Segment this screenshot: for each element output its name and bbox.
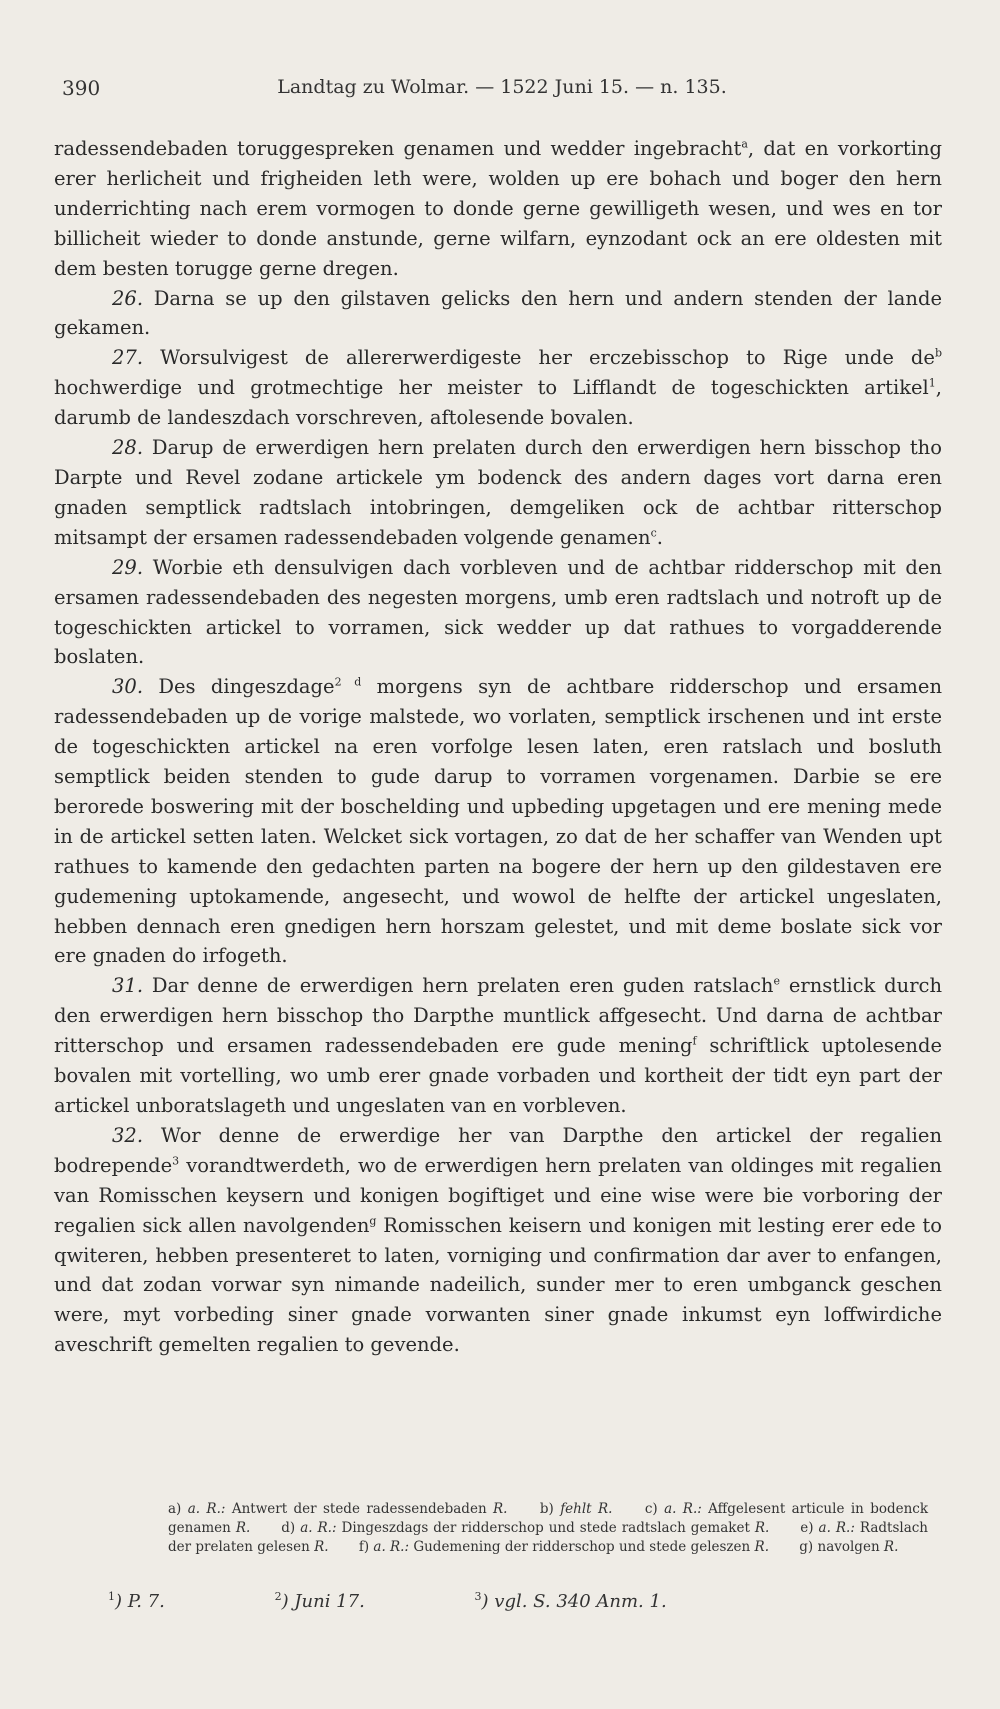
- paragraph-30: 30. Des dingeszdage$^{2 d}$ morgens syn de achtbare ridderschop und ersamen radessendebaden up de vorige malstede, wo vorlaten, semptlick irschenen und int erste de togeschickten artickel na eren vorfolge lesen laten, eren ratslach und bosluth semptlick beiden stenden to gude darup to vorramen vorgenamen. Darbie se ere berorede boswering mit der boschelding und upbeding upgetagen und ere mening mede in de artickel setten laten. Welcket sick vortagen, zo dat de her schaffer van Wenden upt rathues to kamende den gedachten parten na bogere der hern up den gildestaven ere gudemening uptokamende, angesecht, und wowol de helfte der artickel ungeslaten, hebben dennach eren gnedigen hern horszam gelestet, und mit deme boslate sick vor ere gnaden do irfogeth.: [54, 675, 943, 968]
- paragraph-continuation: radessendebaden toruggespreken genamen und wedder ingebracht$^a$, dat en vorkorting erer herlicheit und frigheiden leth were, wolden up ere bohach und boger den hern underrichting nach erem vormogen to donde gerne gewilligeth wesen, und wes en tor billicheit wieder to donde anstunde, gerne wilfarn, eynzodant ock an ere oldesten mit dem besten torugge gerne dregen.: [54, 137, 942, 280]
- paragraph-number: 28.: [112, 436, 144, 460]
- variant-note-d: d) a. R.: Dingeszdags der ridderschop und stede radtslach gemaket R.: [281, 1520, 770, 1536]
- paragraph-number: 32.: [112, 1123, 144, 1147]
- paragraph-28: 28. Darup de erwerdigen hern prelaten durch den erwerdigen hern bisschop tho Darpte und Revel zodane artickele ym bodenck des andern dages vort darna eren gnaden semptlick radtslach intobringen, demgeliken ock de achtbar ritterschop mitsampt der ersamen radessendebaden volgende genamen$^c$.: [54, 436, 942, 549]
- variant-ref-b: b: [934, 346, 943, 360]
- variant-note-b: b) fehlt R.: [539, 1501, 613, 1517]
- paragraph-number: 27.: [112, 346, 144, 370]
- running-title: Landtag zu Wolmar. — 1522 Juni 15. — n. 135.: [277, 76, 727, 98]
- variant-note-f: f) a. R.: Gudemening der ridderschop und stede geleszen R.: [358, 1539, 769, 1555]
- variant-ref-g: g: [369, 1214, 377, 1228]
- paragraph-27: 27. Worsulvigest de allererwerdigeste her erczebisschop to Rige unde $de^b$ hochwerdige und grotmechtige her meister to Lifflandt de togeschickten artikel$^1$, darumb de landeszdach vorschreven, aftolesende bovalen.: [54, 346, 943, 430]
- variant-note-a: a) a. R.: Antwert der stede radessendebaden R.: [168, 1501, 508, 1517]
- source-note-2: $^2$) Juni 17.: [274, 1590, 365, 1612]
- paragraph-32: 32. Wor denne de erwerdige her van Darpthe den artickel der regalien bodrepende$^3$ vorandtwerdeth, wo de erwerdigen hern prelaten van oldinges mit regalien van Romisschen keysern und konigen bogiftiget und eine wise were bie vorboring der regalien sick allen navolgenden$^g$ Romisschen keisern und konigen mit lesting erer ede to qwiteren, hebben presenteret to laten, vorniging und confirmation dar aver to enfangen, und dat zodan vorwar syn nimande nadeilich, sunder mer to eren umbganck geschen were, myt vorbeding siner gnade vorwanten siner gnade inkumst eyn loffwirdiche aveschrift gemelten regalien to gevende.: [54, 1123, 943, 1357]
- variant-note-c: c) a. R.: Affgelesent articule in bodenck genamen R.: [168, 1501, 929, 1536]
- source-ref-3: 3: [172, 1154, 180, 1168]
- variant-ref-f: f: [692, 1034, 697, 1048]
- paragraph-31: 31. Dar denne de erwerdigen hern prelaten eren guden ratslach$^e$ ernstlick durch den erwerdigen hern bisschop tho Darpthe muntlick affgesecht. Und darna de achtbar ritterschop und ersamen radessendebaden ere gude mening$^f$ schriftlick uptolesende bovalen mit vortelling, wo umb erer gnade vorbaden und kortheit der tidt eyn part der artickel unboratslageth und ungeslaten van en vorbleven.: [54, 974, 943, 1117]
- variant-note-e: e) a. R.: Radtslach der prelaten gelesen R.: [168, 1520, 928, 1555]
- source-note-1: $^1$) P. 7.: [108, 1590, 165, 1612]
- variant-ref-c: c: [650, 526, 657, 540]
- paragraph-number: 26.: [112, 286, 144, 310]
- paragraph-number: 30.: [112, 675, 144, 699]
- source-ref-2-variant-d: 2 d: [334, 675, 362, 689]
- paragraph-number: 29.: [112, 555, 144, 579]
- source-note-3: $^3$) vgl. S. 340 Anm. 1.: [474, 1590, 667, 1612]
- variant-note-g: g) navolgen R.: [799, 1539, 899, 1555]
- source-footnotes: [108, 1591, 928, 1612]
- page-number: 390: [62, 76, 101, 100]
- paragraph-number: 31.: [112, 974, 144, 998]
- paragraph-26: 26. Darna se up den gilstaven gelicks den hern und andern stenden der lande gekamen.: [54, 286, 942, 340]
- variant-footnotes: [168, 1500, 928, 1557]
- variant-ref-a: a: [741, 137, 748, 151]
- main-text: [54, 134, 942, 1360]
- source-ref-1: 1: [928, 376, 936, 390]
- variant-ref-e: e: [773, 974, 780, 988]
- page-header: [62, 66, 942, 106]
- paragraph-29: 29. Worbie eth densulvigen dach vorbleven und de achtbar ridderschop mit den ersamen radessendebaden des negesten morgens, umb eren radtslach und notroft up de togeschickten artickel to vorramen, sick wedder up dat rathues to vorgadderende boslaten.: [54, 555, 942, 669]
